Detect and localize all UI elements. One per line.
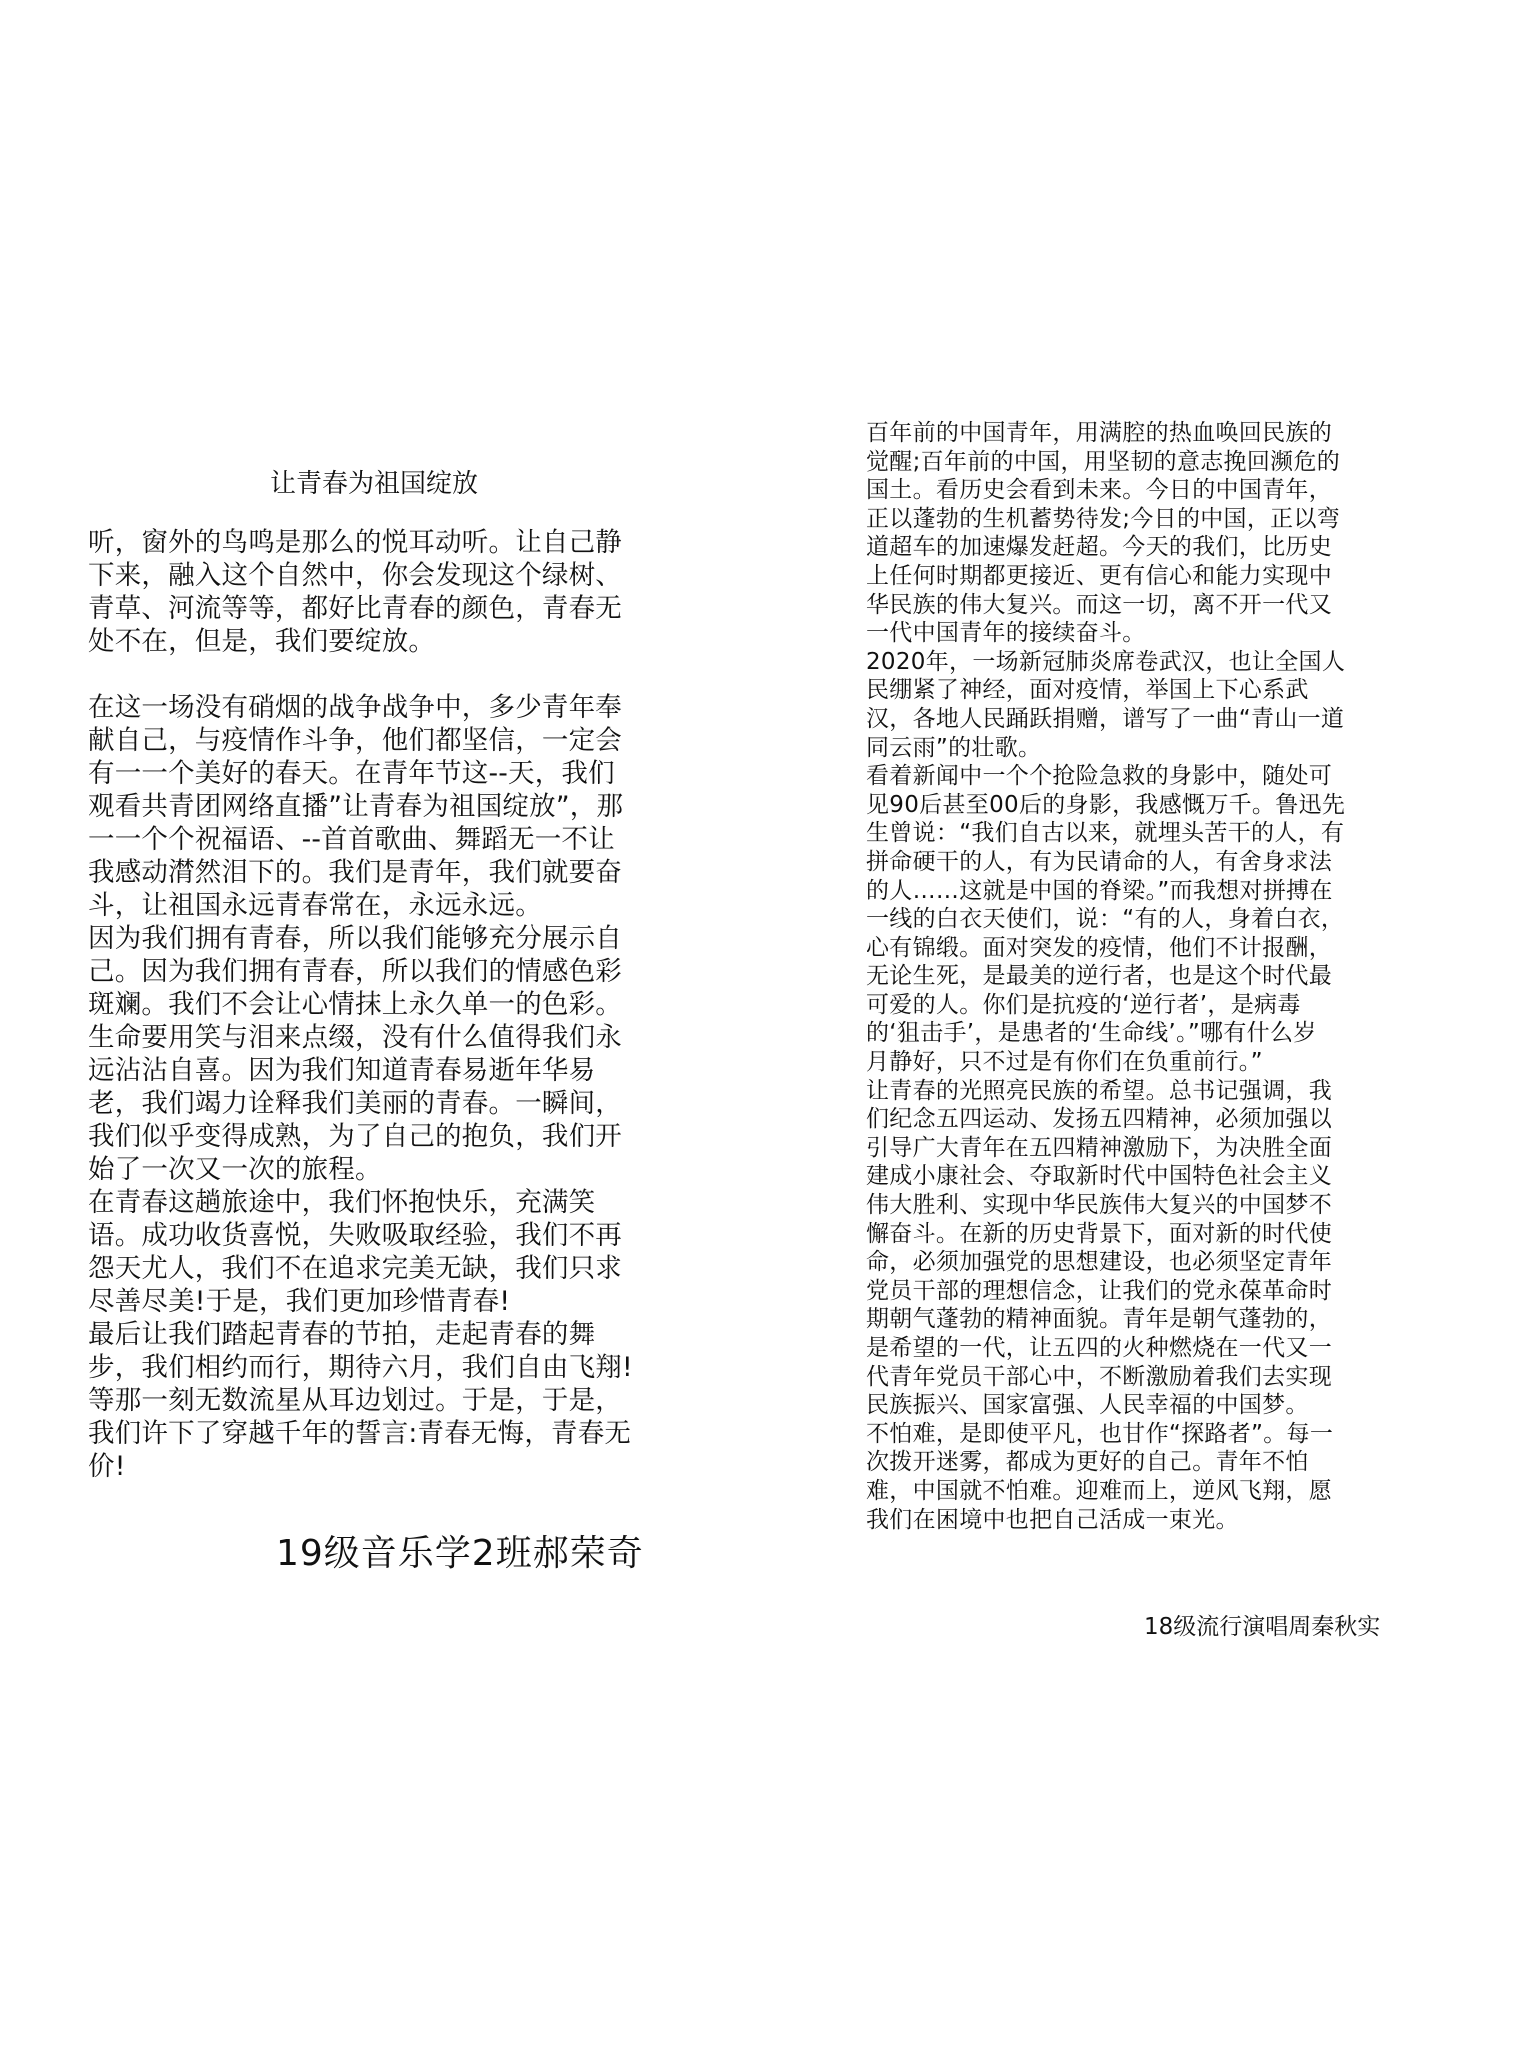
text-line: 命，必须加强党的思想建设，也必须坚定青年: [866, 1249, 1332, 1276]
left-paragraph-1: [88, 526, 633, 658]
text-line: 看着新闻中一个个抢险急救的身影中，随处可: [866, 763, 1332, 790]
text-line: 引导广大青年在五四精神激励下，为决胜全面: [866, 1134, 1332, 1161]
text-line: 代青年党员干部心中，不断激励着我们去实现: [866, 1363, 1332, 1390]
text-line: 观看共青团网络直播”让青春为祖国绽放”，那: [88, 791, 624, 822]
text-line: 青草、河流等等，都好比青春的颜色，青春无: [88, 593, 622, 624]
text-line: 让青春的光照亮民族的希望。总书记强调，我: [866, 1077, 1332, 1104]
text-line: 己。因为我们拥有青春，所以我们的情感色彩: [88, 956, 622, 987]
text-line: 国土。看历史会看到未来。今日的中国青年，: [866, 477, 1332, 504]
text-line: 可爱的人。你们是抗疫的‘逆行者’，是病毒: [866, 991, 1301, 1018]
text-line: 难，中国就不怕难。迎难而上，逆风飞翔，愿: [866, 1477, 1332, 1504]
left-paragraph-3: [88, 922, 633, 1186]
text-line: 一线的白衣天使们，说：“有的人，身着白衣，: [866, 906, 1345, 933]
text-line: 我感动潸然泪下的。我们是青年，我们就要奋: [88, 857, 622, 888]
text-line: 建成小康社会、夺取新时代中国特色社会主义: [866, 1163, 1332, 1190]
text-line: 心有锦缎。面对突发的疫情，他们不计报酬，: [866, 934, 1332, 961]
text-line: 下来，融入这个自然中，你会发现这个绿树、: [88, 560, 622, 591]
left-article-author: 19级音乐学2班郝荣奇: [276, 1533, 644, 1574]
text-line: 我们似乎变得成熟，为了自己的抱负，我们开: [88, 1121, 622, 1152]
text-line: 远沾沾自喜。因为我们知道青春易逝年华易: [88, 1055, 596, 1086]
text-line: 等那一刻无数流星从耳边划过。于是，于是，: [88, 1385, 622, 1416]
text-line: 语。成功收货喜悦，失败吸取经验，我们不再: [88, 1220, 622, 1251]
text-line: 处不在，但是，我们要绽放。: [88, 626, 436, 657]
text-line: 懈奋斗。在新的历史背景下，面对新的时代使: [866, 1220, 1332, 1247]
text-line: 次拨开迷雾，都成为更好的自己。青年不怕: [866, 1449, 1309, 1476]
text-line: 的‘狙击手’，是患者的‘生命线’。”哪有什么岁: [866, 1020, 1317, 1047]
right-article-author: 18级流行演唱周秦秋实: [1144, 1614, 1381, 1640]
text-line: 华民族的伟大复兴。而这一切，离不开一代又: [866, 591, 1332, 618]
text-line: 民绷紧了神经，面对疫情，举国上下心系武: [866, 677, 1309, 704]
text-line: 斗，让祖国永远青春常在，永远永远。: [88, 890, 542, 921]
text-line: 一代中国青年的接续奋斗。: [866, 620, 1146, 647]
text-line: 上任何时期都更接近、更有信心和能力实现中: [866, 562, 1332, 589]
text-line: 价!: [88, 1451, 126, 1482]
text-line: 党员干部的理想信念，让我们的党永葆革命时: [866, 1277, 1332, 1304]
text-line: 因为我们拥有青春，所以我们能够充分展示自: [88, 923, 622, 954]
text-line: 期朝气蓬勃的精神面貌。青年是朝气蓬勃的，: [866, 1306, 1332, 1333]
text-line: 最后让我们踏起青春的节拍，走起青春的舞: [88, 1319, 596, 1350]
text-line: 同云雨”的壮歌。: [866, 734, 1042, 761]
text-line: 怨天尤人，我们不在追求完美无缺，我们只求: [88, 1253, 622, 1284]
text-line: 听，窗外的鸟鸣是那么的悦耳动听。让自己静: [88, 527, 622, 558]
text-line: 月静好，只不过是有你们在负重前行。”: [866, 1049, 1263, 1076]
text-line: 民族振兴、国家富强、人民幸福的中国梦。: [866, 1392, 1309, 1419]
text-line: 我们许下了穿越千年的誓言:青春无悔，青春无: [88, 1418, 632, 1449]
left-paragraph-2: [88, 691, 633, 922]
left-article-body: [88, 526, 633, 1483]
text-line: 有一一个美好的春天。在青年节这--天，我们: [88, 758, 615, 789]
text-line: 不怕难，是即使平凡，也甘作“探路者”。每一: [866, 1420, 1334, 1447]
text-line: 生命要用笑与泪来点缀，没有什么值得我们永: [88, 1022, 622, 1053]
text-line: 始了一次又一次的旅程。: [88, 1154, 382, 1185]
text-line: 见90后甚至00后的身影，我感慨万千。鲁迅先: [866, 791, 1346, 818]
left-paragraph-5: [88, 1318, 633, 1483]
text-line: 汉，各地人民踊跃捐赠，谱写了一曲“青山一道: [866, 705, 1345, 732]
text-line: 觉醒;百年前的中国，用坚韧的意志挽回濒危的: [866, 448, 1341, 475]
left-paragraph-4: [88, 1186, 633, 1318]
text-line: 在这一场没有硝烟的战争战争中，多少青年奉: [88, 692, 622, 723]
left-article-title: 让青春为祖国绽放: [270, 469, 479, 499]
text-line: 百年前的中国青年，用满腔的热血唤回民族的: [866, 420, 1332, 446]
text-line: 伟大胜利、实现中华民族伟大复兴的中国梦不: [866, 1192, 1332, 1219]
paragraph-spacer: [88, 658, 633, 691]
text-line: 拼命硬干的人，有为民请命的人，有舍身求法: [866, 848, 1332, 875]
text-line: 们纪念五四运动、发扬五四精神，必须加强以: [866, 1106, 1332, 1133]
right-article-body: [866, 419, 1345, 1534]
text-line: 道超车的加速爆发赶超。今天的我们，比历史: [866, 534, 1332, 561]
text-line: 老，我们竭力诠释我们美丽的青春。一瞬间，: [88, 1088, 622, 1119]
text-line: 斑斓。我们不会让心情抹上永久单一的色彩。: [88, 989, 622, 1020]
text-line: 2020年，一场新冠肺炎席卷武汉，也让全国人: [866, 648, 1346, 675]
text-line: 献自己，与疫情作斗争，他们都坚信，一定会: [88, 725, 622, 756]
text-line: 是希望的一代，让五四的火种燃烧在一代又一: [866, 1335, 1332, 1361]
text-line: 生曾说：“我们自古以来，就埋头苦干的人，有: [866, 820, 1345, 847]
text-line: 正以蓬勃的生机蓄势待发;今日的中国，正以弯: [866, 505, 1341, 532]
text-line: 我们在困境中也把自己活成一束光。: [866, 1506, 1239, 1533]
text-line: 一一个个祝福语、--首首歌曲、舞蹈无一不让: [88, 824, 615, 855]
text-line: 无论生死，是最美的逆行者，也是这个时代最: [866, 963, 1332, 990]
text-line: 尽善尽美!于是，我们更加珍惜青春!: [88, 1286, 511, 1317]
text-line: 步，我们相约而行，期待六月，我们自由飞翔!: [88, 1352, 633, 1383]
text-line: 在青春这趟旅途中，我们怀抱快乐，充满笑: [88, 1187, 596, 1218]
text-line: 的人……这就是中国的脊梁。”而我想对拼搏在: [866, 877, 1333, 904]
